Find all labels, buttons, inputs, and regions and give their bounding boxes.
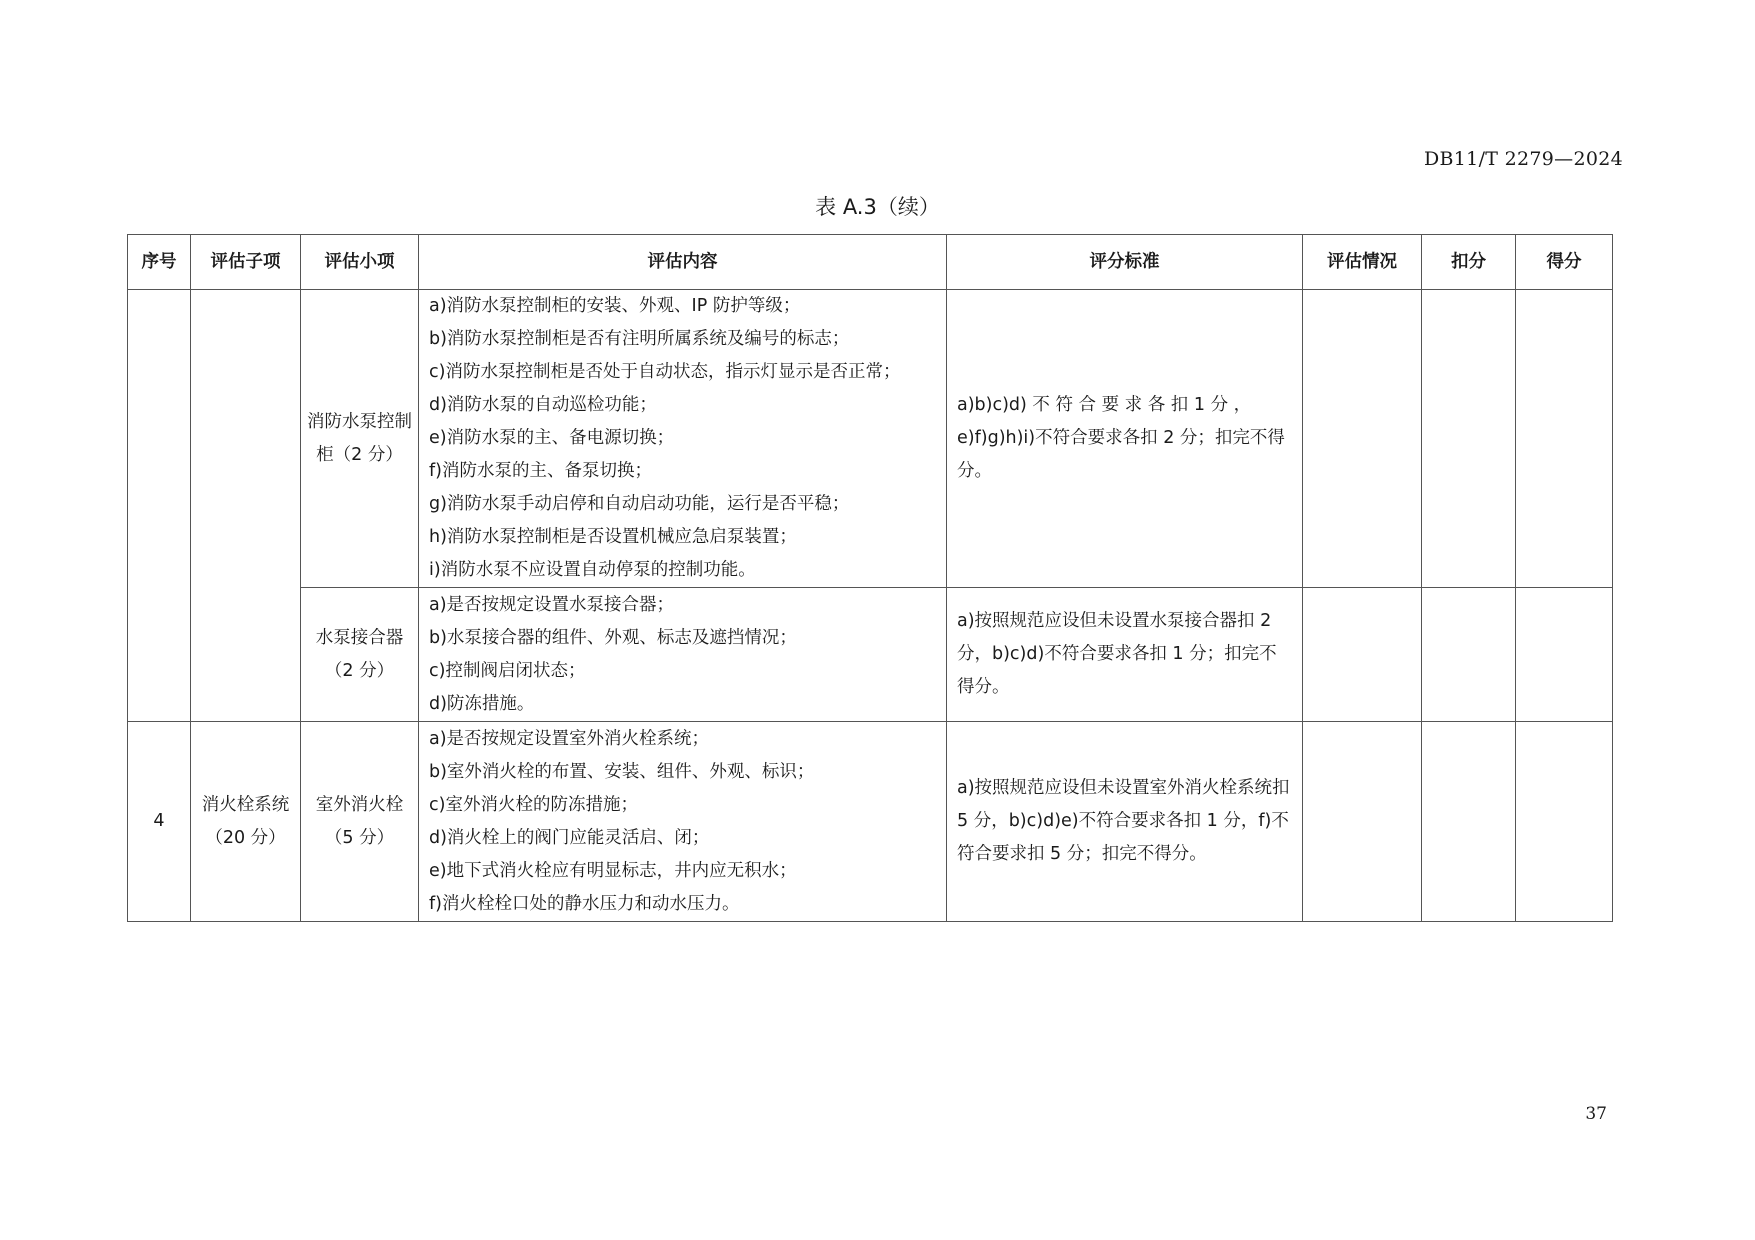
document-code: DB11/T 2279—2024	[1424, 148, 1623, 170]
cell-criteria: a)按照规范应设但未设置室外消火栓系统扣 5 分，b)c)d)e)不符合要求各扣 1 分，f)不符合要求扣 5 分；扣完不得分。	[947, 722, 1303, 922]
cell-deduction	[1422, 588, 1516, 722]
cell-small-item: 室外消火栓（5 分）	[301, 722, 419, 922]
cell-status	[1303, 722, 1422, 922]
content-line: d)消防水泵的自动巡检功能；	[429, 395, 657, 415]
header-criteria: 评分标准	[947, 235, 1303, 290]
content-line: e)地下式消火栓应有明显标志，井内应无积水；	[429, 860, 797, 881]
content-line: a)是否按规定设置室外消火栓系统；	[429, 728, 710, 749]
cell-score	[1516, 588, 1613, 722]
content-line: a)是否按规定设置水泵接合器；	[429, 594, 675, 615]
content-line: f)消防水泵的主、备泵切换；	[429, 461, 652, 481]
page-number: 37	[1585, 1104, 1607, 1124]
header-sub-item: 评估子项	[191, 235, 301, 290]
cell-criteria: a)b)c)d) 不 符 合 要 求 各 扣 1 分 ，e)f)g)h)i)不符合要求各扣 2 分；扣完不得分。	[947, 290, 1303, 588]
header-content: 评估内容	[419, 235, 947, 290]
content-line: e)消防水泵的主、备电源切换；	[429, 428, 675, 448]
header-seq: 序号	[128, 235, 191, 290]
content-line: h)消防水泵控制柜是否设置机械应急启泵装置；	[429, 527, 797, 547]
content-line: b)消防水泵控制柜是否有注明所属系统及编号的标志；	[429, 329, 850, 349]
cell-sub-item: 消火栓系统（20 分）	[191, 722, 301, 922]
content-line: g)消防水泵手动启停和自动启动功能，运行是否平稳；	[429, 494, 850, 514]
cell-seq: 4	[128, 722, 191, 922]
cell-deduction	[1422, 290, 1516, 588]
cell-content	[419, 722, 947, 922]
cell-score	[1516, 290, 1613, 588]
header-small-item: 评估小项	[301, 235, 419, 290]
table-row	[128, 588, 1613, 722]
table-row	[128, 290, 1613, 588]
cell-score	[1516, 722, 1613, 922]
content-line: f)消火栓栓口处的静水压力和动水压力。	[429, 893, 740, 914]
header-status: 评估情况	[1303, 235, 1422, 290]
table-row	[128, 722, 1613, 922]
cell-content	[419, 290, 947, 588]
table-title: 表 A.3（续）	[815, 195, 940, 219]
header-score: 得分	[1516, 235, 1613, 290]
table-header-row	[128, 235, 1613, 290]
assessment-table-container	[127, 234, 1612, 922]
content-line: d)消火栓上的阀门应能灵活启、闭；	[429, 827, 710, 848]
cell-seq	[128, 290, 191, 722]
content-line: c)消防水泵控制柜是否处于自动状态，指示灯显示是否正常；	[429, 362, 901, 382]
cell-status	[1303, 588, 1422, 722]
content-line: b)室外消火栓的布置、安装、组件、外观、标识；	[429, 761, 815, 782]
cell-criteria: a)按照规范应设但未设置水泵接合器扣 2 分，b)c)d)不符合要求各扣 1 分；扣完不得分。	[947, 588, 1303, 722]
content-line: d)防冻措施。	[429, 693, 535, 714]
cell-small-item: 消防水泵控制柜（2 分）	[301, 290, 419, 588]
cell-sub-item	[191, 290, 301, 722]
content-line: i)消防水泵不应设置自动停泵的控制功能。	[429, 560, 756, 580]
cell-content	[419, 588, 947, 722]
cell-small-item: 水泵接合器（2 分）	[301, 588, 419, 722]
content-line: c)室外消火栓的防冻措施；	[429, 794, 638, 815]
content-line: a)消防水泵控制柜的安装、外观、IP 防护等级；	[429, 296, 801, 316]
assessment-table	[127, 234, 1613, 922]
content-line: b)水泵接合器的组件、外观、标志及遮挡情况；	[429, 627, 797, 648]
header-deduction: 扣分	[1422, 235, 1516, 290]
content-line: c)控制阀启闭状态；	[429, 660, 586, 681]
cell-deduction	[1422, 722, 1516, 922]
cell-status	[1303, 290, 1422, 588]
